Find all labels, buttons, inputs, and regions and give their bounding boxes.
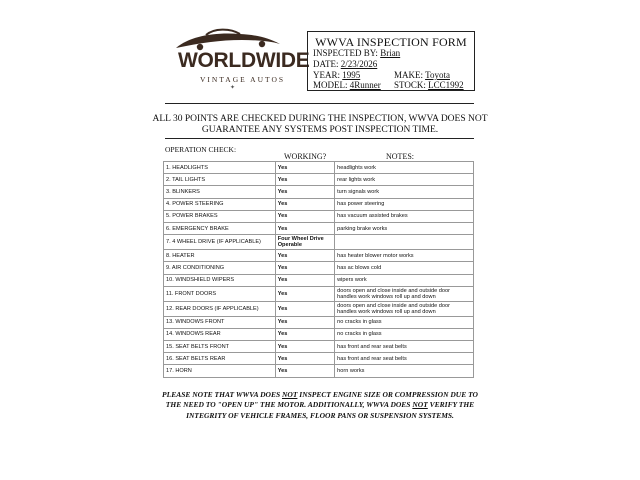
working-status: Yes — [275, 186, 334, 198]
table-row — [164, 174, 474, 186]
notes-column-header: NOTES: — [386, 152, 414, 161]
working-status: Yes — [275, 286, 334, 301]
table-row — [164, 198, 474, 210]
logo-mark-icon: ✦ — [230, 85, 236, 91]
notice-divider — [165, 138, 474, 139]
check-item: 11. FRONT DOORS — [164, 286, 276, 301]
disclaimer-text — [160, 390, 480, 421]
notice-line-1: ALL 30 POINTS ARE CHECKED DURING THE INSPECTION, WWVA DOES NOT — [152, 114, 488, 124]
model-label: MODEL: — [313, 80, 348, 90]
stock-value: LCC1992 — [428, 80, 464, 90]
check-notes: rear lights work — [335, 174, 474, 186]
operation-check-table — [163, 161, 474, 378]
form-title: WWVA INSPECTION FORM — [315, 35, 467, 49]
check-notes: has ac blows cold — [335, 262, 474, 274]
working-status: Yes — [275, 174, 334, 186]
check-item: 10. WINDSHIELD WIPERS — [164, 274, 276, 286]
check-notes — [335, 235, 474, 250]
working-status: Yes — [275, 162, 334, 174]
date-value: 2/23/2026 — [340, 59, 378, 69]
working-status: Yes — [275, 262, 334, 274]
table-row — [164, 353, 474, 365]
disclaimer-part-3: VERIFY THE INTEGRITY OF VEHICLE FRAMES, FLOOR PANS OR SUSPENSION SYSTEMS. — [186, 400, 475, 420]
check-item: 2. TAIL LIGHTS — [164, 174, 276, 186]
inspected-by-value: Brian — [380, 48, 401, 58]
check-notes: turn signals work — [335, 186, 474, 198]
check-item: 4. POWER STEERING — [164, 198, 276, 210]
working-column-header: WORKING? — [284, 152, 327, 161]
year-label: YEAR: — [313, 70, 340, 80]
make-label: MAKE: — [394, 70, 423, 80]
check-notes: has vacuum assisted brakes — [335, 210, 474, 222]
table-row — [164, 365, 474, 377]
logo-tagline: VINTAGE AUTOS — [200, 75, 286, 84]
check-item: 6. EMERGENCY BRAKE — [164, 222, 276, 234]
working-status: Four Wheel Drive Operable — [275, 235, 334, 250]
check-notes: headlights work — [335, 162, 474, 174]
inspected-by-label: INSPECTED BY: — [313, 48, 378, 58]
check-item: 12. REAR DOORS (IF APPLICABLE) — [164, 301, 276, 316]
model-row — [313, 80, 381, 90]
stock-row — [394, 80, 464, 90]
date-row — [313, 59, 377, 69]
table-row — [164, 162, 474, 174]
disclaimer-not-2: NOT — [412, 400, 428, 410]
check-item: 1. HEADLIGHTS — [164, 162, 276, 174]
year-row — [313, 70, 360, 80]
table-row — [164, 250, 474, 262]
check-item: 17. HORN — [164, 365, 276, 377]
logo-brand: WORLDWIDE — [178, 49, 310, 72]
stock-label: STOCK: — [394, 80, 426, 90]
table-row — [164, 286, 474, 301]
table-row — [164, 262, 474, 274]
check-item: 8. HEATER — [164, 250, 276, 262]
working-status: Yes — [275, 274, 334, 286]
check-item: 5. POWER BRAKES — [164, 210, 276, 222]
check-item: 13. WINDOWS FRONT — [164, 316, 276, 328]
table-row — [164, 235, 474, 250]
make-row — [394, 70, 450, 80]
table-row — [164, 274, 474, 286]
year-value: 1995 — [342, 70, 361, 80]
date-label: DATE: — [313, 59, 339, 69]
table-row — [164, 222, 474, 234]
disclaimer-not-1: NOT — [282, 390, 298, 399]
check-notes: horn works — [335, 365, 474, 377]
check-notes: doors open and close inside and outside door handles work windows roll up and down — [335, 301, 474, 316]
table-row — [164, 328, 474, 340]
check-item: 3. BLINKERS — [164, 186, 276, 198]
table-row — [164, 301, 474, 316]
working-status: Yes — [275, 365, 334, 377]
check-notes: has front and rear seat belts — [335, 353, 474, 365]
table-row — [164, 316, 474, 328]
check-notes: doors open and close inside and outside door handles work windows roll up and down — [335, 286, 474, 301]
operation-check-title: OPERATION CHECK: — [165, 145, 237, 154]
check-item: 16. SEAT BELTS REAR — [164, 353, 276, 365]
check-notes: no cracks in glass — [335, 328, 474, 340]
check-item: 9. AIR CONDITIONING — [164, 262, 276, 274]
table-row — [164, 210, 474, 222]
table-row — [164, 341, 474, 353]
inspection-header-box — [307, 31, 475, 91]
table-row — [164, 186, 474, 198]
check-notes: has power steering — [335, 198, 474, 210]
inspected-by-row — [313, 48, 400, 58]
check-notes: has heater blower motor works — [335, 250, 474, 262]
working-status: Yes — [275, 316, 334, 328]
check-item: 14. WINDOWS REAR — [164, 328, 276, 340]
working-status: Yes — [275, 328, 334, 340]
working-status: Yes — [275, 353, 334, 365]
working-status: Yes — [275, 210, 334, 222]
disclaimer-part-2: INSPECT ENGINE SIZE OR COMPRESSION DUE TO THE NEED TO "OPEN UP" THE MOTOR. ADDITIONALLY, WWVA DOES — [165, 390, 478, 410]
check-notes: has front and rear seat belts — [335, 341, 474, 353]
working-status: Yes — [275, 250, 334, 262]
check-notes: parking brake works — [335, 222, 474, 234]
model-value: 4Runner — [349, 80, 381, 90]
check-notes: no cracks in glass — [335, 316, 474, 328]
top-divider — [165, 103, 474, 104]
make-value: Toyota — [425, 70, 450, 80]
disclaimer-part-1: PLEASE NOTE THAT WWVA DOES — [162, 390, 282, 399]
working-status: Yes — [275, 341, 334, 353]
check-item: 15. SEAT BELTS FRONT — [164, 341, 276, 353]
notice-line-2: GUARANTEE ANY SYSTEMS POST INSPECTION TIME. — [201, 125, 439, 135]
check-item: 7. 4 WHEEL DRIVE (IF APPLICABLE) — [164, 235, 276, 250]
worldwide-logo — [170, 26, 310, 92]
working-status: Yes — [275, 301, 334, 316]
working-status: Yes — [275, 222, 334, 234]
working-status: Yes — [275, 198, 334, 210]
check-notes: wipers work — [335, 274, 474, 286]
